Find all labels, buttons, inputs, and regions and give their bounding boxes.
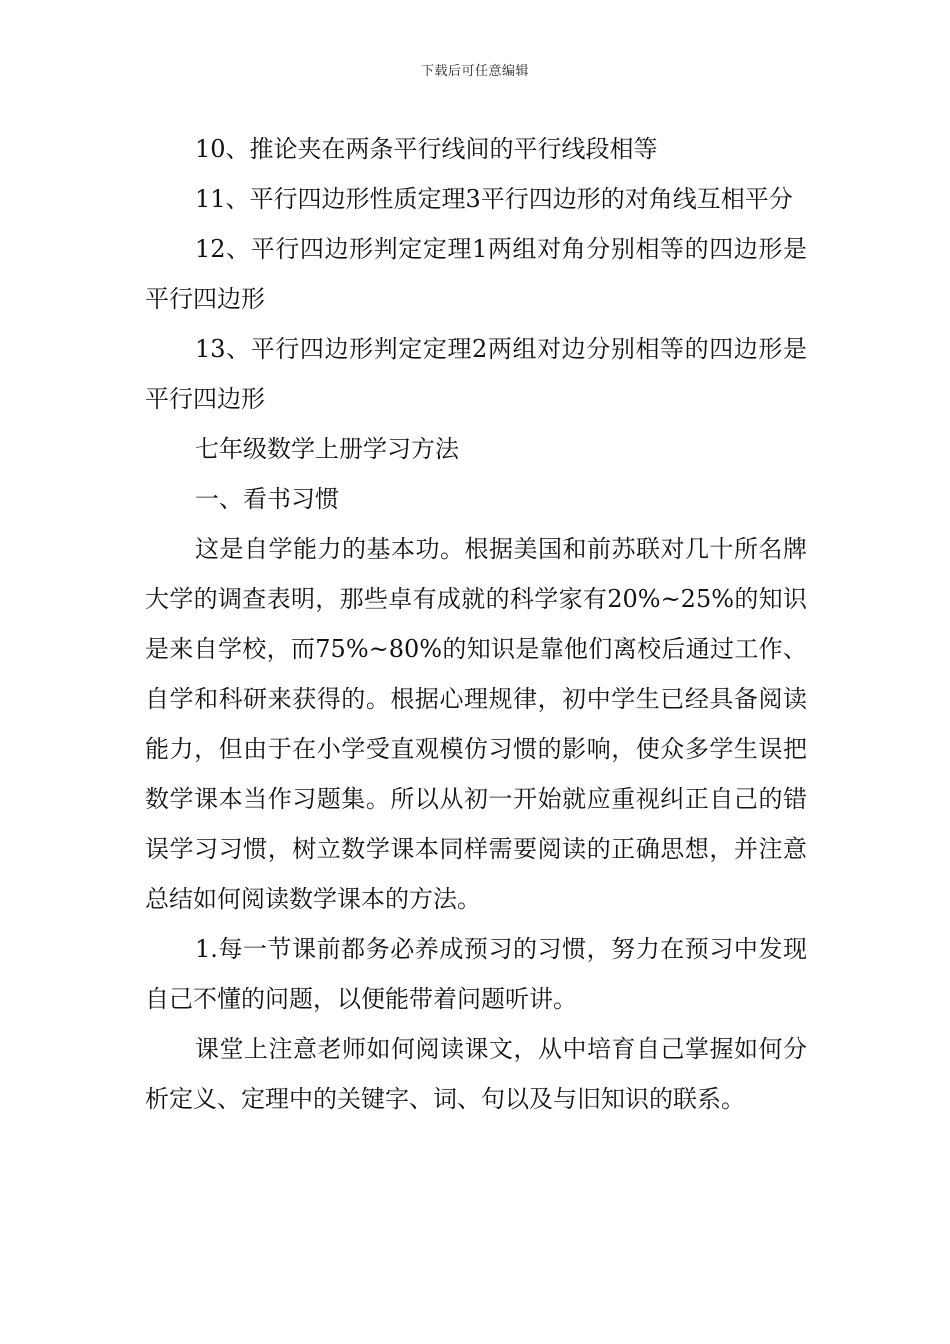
subsection-heading: 一、看书习惯: [195, 485, 339, 513]
list-item-paragraph: 1.每一节课前都务必养成预习的习惯，努力在预习中发现自己不懂的问题，以便能带着问题听讲。: [145, 935, 807, 1013]
section-title: 七年级数学上册学习方法: [195, 435, 459, 463]
body-paragraph: 课堂上注意老师如何阅读课文，从中培育自己掌握如何分析定义、定理中的关键字、词、句以及与旧知识的联系。: [145, 1035, 807, 1113]
document-body: [145, 124, 807, 1124]
theorem-11-paragraph: 11、平行四边形性质定理3平行四边形的对角线互相平分: [195, 185, 793, 213]
theorem-13-paragraph: 13、平行四边形判定定理2两组对边分别相等的四边形是平行四边形: [145, 335, 807, 413]
body-paragraph: 这是自学能力的基本功。根据美国和前苏联对几十所名牌大学的调查表明，那些卓有成就的科学家有20%~25%的知识是来自学校，而75%~80%的知识是靠他们离校后通过工作、自学和科研来获得的。根据心理规律，初中学生已经具备阅读能力，但由于在小学受直观模仿习惯的影响，使众多学生误把数学课本当作习题集。所以从初一开始就应重视纠正自己的错误学习习惯，树立数学课本同样需要阅读的正确思想，并注意总结如何阅读数学课本的方法。: [145, 535, 807, 913]
theorem-12-paragraph: 12、平行四边形判定定理1两组对角分别相等的四边形是平行四边形: [145, 235, 807, 313]
theorem-10-paragraph: 10、推论夹在两条平行线间的平行线段相等: [195, 135, 658, 163]
page-header: 下载后可任意编辑: [420, 64, 529, 79]
